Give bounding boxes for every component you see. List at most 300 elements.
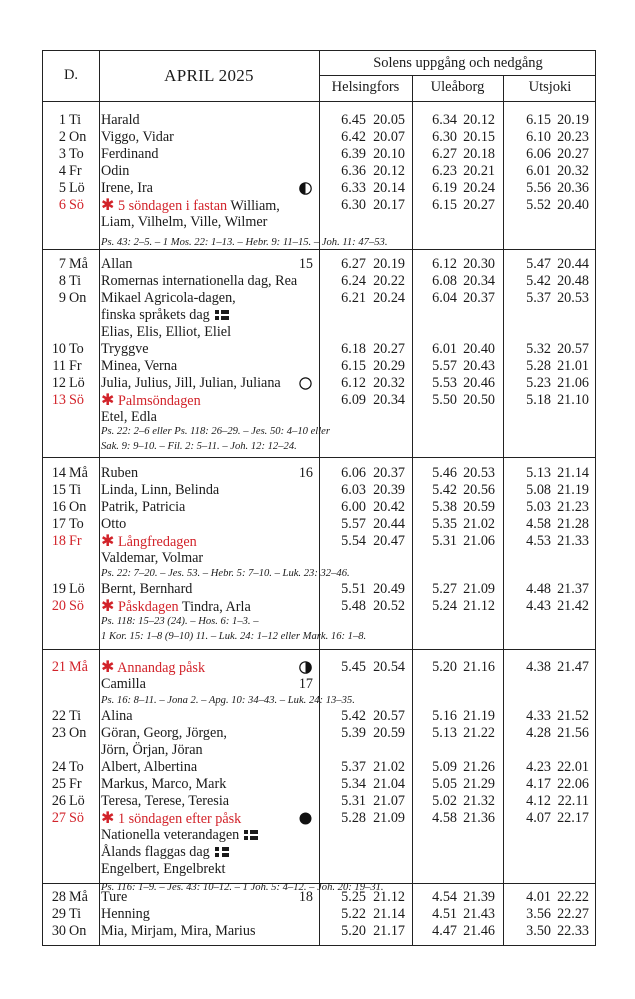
sunset-time: 21.36 — [463, 810, 495, 826]
name-day — [101, 499, 185, 516]
sunrise-time: 4.58 — [432, 810, 457, 826]
calendar-row — [43, 725, 595, 742]
holiday-name: 5 söndagen i fastan — [117, 198, 228, 214]
sunset-time: 21.46 — [463, 923, 495, 939]
sunset-time: 21.22 — [463, 725, 495, 741]
calendar-row — [43, 324, 595, 341]
day-number: 19 — [51, 581, 66, 597]
holiday-name: Påskdagen — [117, 599, 179, 615]
sunset-time: 20.59 — [463, 499, 495, 515]
sunrise-time: 6.10 — [526, 129, 551, 145]
day-number: 21 — [51, 659, 66, 675]
sunrise-time: 4.33 — [526, 708, 551, 724]
calendar-row — [43, 923, 595, 940]
day-number: 15 — [51, 482, 66, 498]
sunset-time: 20.29 — [373, 358, 405, 374]
finnish-flag-icon — [244, 830, 258, 840]
sunset-time: 21.28 — [557, 516, 589, 532]
sunrise-time: 6.27 — [432, 146, 457, 162]
bible-reading: Ps. 118: 15–23 (24). – Hos. 6: 1–3. – — [101, 616, 259, 627]
sunrise-time: 5.34 — [341, 776, 366, 792]
sunrise-time: 6.24 — [341, 273, 366, 289]
name-day — [101, 827, 258, 844]
sunset-time: 20.24 — [373, 290, 405, 306]
sunrise-time: 4.43 — [526, 598, 551, 614]
sunset-time: 20.53 — [463, 465, 495, 481]
sunset-time: 20.42 — [373, 499, 405, 515]
day-number: 28 — [51, 889, 66, 905]
name-text: Jörn, Örjan, Jöran — [101, 742, 203, 758]
sunrise-time: 6.03 — [341, 482, 366, 498]
sunset-time: 21.12 — [373, 889, 405, 905]
holiday-name: 1 söndagen efter påsk — [117, 811, 242, 827]
weekday: Lö — [69, 581, 85, 597]
sunset-time: 20.46 — [463, 375, 495, 391]
first-quarter-moon-icon — [299, 661, 312, 674]
name-day — [101, 482, 219, 499]
calendar-row — [43, 214, 595, 231]
sunset-time: 21.02 — [373, 759, 405, 775]
day-number: 2 — [58, 129, 66, 145]
sunset-time: 21.07 — [373, 793, 405, 809]
sunset-time: 21.29 — [463, 776, 495, 792]
weekday: Ti — [69, 708, 82, 724]
calendar-row — [43, 163, 595, 180]
name-day — [101, 146, 159, 163]
sunset-time: 20.37 — [373, 465, 405, 481]
sunrise-time: 4.28 — [526, 725, 551, 741]
sunset-time: 20.05 — [373, 112, 405, 128]
sunset-time: 20.37 — [463, 290, 495, 306]
day-number: 5 — [58, 180, 66, 196]
sunrise-time: 4.12 — [526, 793, 551, 809]
calendar-row — [43, 112, 595, 129]
sunset-time: 21.09 — [463, 581, 495, 597]
sunset-time: 21.33 — [557, 533, 589, 549]
sunset-time: 21.17 — [373, 923, 405, 939]
name-text: Camilla — [101, 676, 146, 692]
sunrise-time: 5.13 — [432, 725, 457, 741]
sunrise-time: 6.12 — [341, 375, 366, 391]
weekday: Sö — [69, 392, 84, 408]
sunrise-time: 5.27 — [432, 581, 457, 597]
sunset-time: 21.32 — [463, 793, 495, 809]
weekday: Lö — [69, 180, 85, 196]
name-day — [101, 861, 226, 878]
name-text: Mikael Agricola-dagen, — [101, 290, 236, 306]
sunrise-time: 5.38 — [432, 499, 457, 515]
sunset-time: 20.48 — [557, 273, 589, 289]
sunrise-time: 5.53 — [432, 375, 457, 391]
sunset-time: 20.36 — [557, 180, 589, 196]
sunset-time: 21.10 — [557, 392, 589, 408]
sunrise-time: 6.06 — [341, 465, 366, 481]
name-day — [101, 375, 281, 392]
city-uleaborg: Uleåborg — [430, 79, 485, 95]
aland-flag-icon — [215, 847, 229, 857]
day-number: 20 — [51, 598, 66, 614]
name-text: Otto — [101, 516, 127, 532]
sunrise-time: 5.28 — [341, 810, 366, 826]
day-number: 10 — [51, 341, 66, 357]
holiday-star-icon: ✱ — [101, 392, 115, 409]
header-divider — [319, 75, 595, 76]
sunset-time: 21.42 — [557, 598, 589, 614]
full-moon-icon — [299, 377, 312, 390]
sunrise-time: 6.15 — [526, 112, 551, 128]
name-day — [101, 776, 226, 793]
name-day — [101, 392, 201, 410]
holiday-star-icon: ✱ — [101, 533, 115, 550]
sunrise-time: 5.57 — [432, 358, 457, 374]
name-day — [101, 533, 197, 551]
sunrise-time: 5.35 — [432, 516, 457, 532]
weekday: Lö — [69, 375, 85, 391]
sunset-time: 21.14 — [373, 906, 405, 922]
sunset-time: 20.14 — [373, 180, 405, 196]
sunset-time: 21.12 — [463, 598, 495, 614]
sunrise-time: 6.00 — [341, 499, 366, 515]
sunset-time: 20.34 — [463, 273, 495, 289]
sunrise-time: 4.47 — [432, 923, 457, 939]
holiday-star-icon: ✱ — [101, 659, 115, 676]
week-number: 15 — [298, 256, 313, 272]
name-text: Ture — [101, 889, 128, 905]
name-text: Linda, Linn, Belinda — [101, 482, 220, 498]
name-text: William, — [227, 198, 280, 214]
sunset-time: 21.43 — [463, 906, 495, 922]
day-number: 11 — [52, 358, 66, 374]
name-day — [101, 358, 177, 375]
day-number: 25 — [51, 776, 66, 792]
sunset-time: 21.04 — [373, 776, 405, 792]
weekday: To — [69, 146, 84, 162]
calendar-row — [43, 708, 595, 725]
name-day — [101, 516, 126, 533]
calendar-row — [43, 810, 595, 827]
name-day — [101, 465, 138, 482]
weekday: Ti — [69, 273, 82, 289]
calendar-row — [43, 776, 595, 793]
sunrise-time: 6.33 — [341, 180, 366, 196]
weekday: Fr — [69, 533, 82, 549]
bible-reading: 1 Kor. 15: 1–8 (9–10) 11. – Luk. 24: 1–12 eller Mark. 16: 1–8. — [101, 631, 367, 642]
sunrise-time: 6.34 — [432, 112, 457, 128]
week-number: 17 — [298, 676, 313, 692]
sunrise-time: 6.01 — [526, 163, 551, 179]
sunset-time: 21.06 — [557, 375, 589, 391]
bible-reading: Ps. 116: 1–9. – Jes. 43: 10–12. – 1 Joh. 5: 4–12. – Joh. 20: 19–31. — [101, 882, 384, 893]
name-day — [101, 324, 231, 341]
sunrise-time: 5.52 — [526, 197, 551, 213]
sunrise-time: 6.06 — [526, 146, 551, 162]
day-number: 27 — [51, 810, 66, 826]
calendar-row — [43, 392, 595, 409]
sunrise-time: 6.08 — [432, 273, 457, 289]
name-text: Harald — [101, 112, 140, 128]
sunset-time: 20.57 — [557, 341, 589, 357]
name-day — [101, 659, 205, 677]
name-text: Liam, Vilhelm, Ville, Wilmer — [101, 214, 268, 230]
sunset-time: 20.57 — [373, 708, 405, 724]
weekday: On — [69, 290, 87, 306]
holiday-star-icon: ✱ — [101, 197, 115, 214]
sunset-time: 21.19 — [557, 482, 589, 498]
name-day — [101, 273, 297, 290]
name-day — [101, 725, 227, 742]
sunset-time: 20.07 — [373, 129, 405, 145]
sunrise-time: 5.28 — [526, 358, 551, 374]
weekday: On — [69, 923, 87, 939]
calendar-table — [42, 50, 596, 946]
weekday: To — [69, 516, 84, 532]
name-day — [101, 810, 241, 828]
name-text: Minea, Verna — [101, 358, 178, 374]
sunrise-time: 6.27 — [341, 256, 366, 272]
sunset-time: 20.50 — [463, 392, 495, 408]
sunset-time: 20.40 — [463, 341, 495, 357]
name-text: Alina — [101, 708, 133, 724]
name-text: Allan — [101, 256, 133, 272]
day-column-header: D. — [63, 67, 79, 83]
week-number: 16 — [298, 465, 313, 481]
holiday-name: Långfredagen — [117, 534, 197, 550]
calendar-row — [43, 533, 595, 550]
name-day — [101, 581, 192, 598]
weekday: Må — [69, 889, 88, 905]
calendar-row — [43, 197, 595, 214]
sunrise-time: 4.01 — [526, 889, 551, 905]
sunset-time: 21.01 — [557, 358, 589, 374]
sunrise-time: 5.09 — [432, 759, 457, 775]
name-day — [101, 290, 236, 307]
day-number: 1 — [58, 112, 66, 128]
sunset-time: 20.44 — [373, 516, 405, 532]
sunrise-time: 5.02 — [432, 793, 457, 809]
calendar-row — [43, 180, 595, 197]
sunset-time: 20.27 — [557, 146, 589, 162]
sunset-time: 20.10 — [373, 146, 405, 162]
calendar-row — [43, 341, 595, 358]
sunrise-time: 4.38 — [526, 659, 551, 675]
name-text: Tindra, Arla — [178, 599, 251, 615]
sunset-time: 21.16 — [463, 659, 495, 675]
name-day — [101, 759, 197, 776]
calendar-row — [43, 659, 595, 676]
name-text: finska språkets dag — [101, 307, 210, 323]
name-day — [101, 256, 133, 273]
sunset-time: 22.22 — [557, 889, 589, 905]
sunrise-time: 5.46 — [432, 465, 457, 481]
bible-reading: Ps. 43: 2–5. – 1 Mos. 22: 1–13. – Hebr. 9: 11–15. – Joh. 11: 47–53. — [101, 237, 388, 248]
sunrise-time: 5.51 — [341, 581, 366, 597]
sunrise-time: 5.16 — [432, 708, 457, 724]
sunset-time: 20.56 — [463, 482, 495, 498]
sunrise-time: 5.25 — [341, 889, 366, 905]
name-text: Teresa, Terese, Teresia — [101, 793, 230, 809]
name-day — [101, 112, 140, 129]
sunrise-time: 6.23 — [432, 163, 457, 179]
day-number: 23 — [51, 725, 66, 741]
city-helsingfors: Helsingfors — [331, 79, 400, 95]
sunset-time: 20.17 — [373, 197, 405, 213]
sunset-time: 20.59 — [373, 725, 405, 741]
day-number: 6 — [58, 197, 66, 213]
name-text: Göran, Georg, Jörgen, — [101, 725, 227, 741]
week-number: 18 — [298, 889, 313, 905]
sunrise-time: 5.42 — [526, 273, 551, 289]
new-moon-icon — [299, 812, 312, 825]
sunset-time: 21.37 — [557, 581, 589, 597]
sunrise-time: 5.42 — [432, 482, 457, 498]
weekday: Må — [69, 465, 88, 481]
sunrise-time: 5.56 — [526, 180, 551, 196]
sunset-time: 22.01 — [557, 759, 589, 775]
sunset-time: 22.17 — [557, 810, 589, 826]
sunset-time: 20.23 — [557, 129, 589, 145]
sunrise-time: 5.08 — [526, 482, 551, 498]
calendar-row — [43, 676, 595, 693]
calendar-row — [43, 129, 595, 146]
name-day — [101, 742, 203, 759]
calendar-row — [43, 358, 595, 375]
name-day — [101, 793, 229, 810]
weekday: Må — [69, 659, 88, 675]
weekday: Ti — [69, 112, 82, 128]
name-day — [101, 163, 129, 180]
sunset-time: 22.11 — [557, 793, 589, 809]
weekday: To — [69, 759, 84, 775]
sunrise-time: 5.05 — [432, 776, 457, 792]
name-text: Mia, Mirjam, Mira, Marius — [101, 923, 256, 939]
calendar-row — [43, 307, 595, 324]
day-number: 24 — [51, 759, 66, 775]
sunset-time: 21.09 — [373, 810, 405, 826]
name-text: Engelbert, Engelbrekt — [101, 861, 226, 877]
sunset-time: 20.53 — [557, 290, 589, 306]
day-number: 18 — [51, 533, 66, 549]
sunset-time: 21.02 — [463, 516, 495, 532]
sunrise-time: 6.30 — [432, 129, 457, 145]
sunrise-time: 5.48 — [341, 598, 366, 614]
weekday: Sö — [69, 197, 84, 213]
sunset-time: 21.39 — [463, 889, 495, 905]
weekday: On — [69, 129, 87, 145]
sunset-time: 21.19 — [463, 708, 495, 724]
sunset-time: 20.12 — [373, 163, 405, 179]
name-day — [101, 341, 149, 358]
calendar-row — [43, 550, 595, 567]
sunset-time: 20.12 — [463, 112, 495, 128]
sunset-time: 20.27 — [373, 341, 405, 357]
bible-reading: Ps. 22: 2–6 eller Ps. 118: 26–29. – Jes. 50: 4–10 eller — [101, 426, 331, 437]
sunrise-time: 4.58 — [526, 516, 551, 532]
calendar-row — [43, 598, 595, 615]
sunset-time: 22.27 — [557, 906, 589, 922]
sunrise-time: 6.12 — [432, 256, 457, 272]
calendar-row — [43, 465, 595, 482]
name-text: Tryggve — [101, 341, 149, 357]
name-text: Irene, Ira — [101, 180, 153, 196]
name-text: Odin — [101, 163, 130, 179]
sunrise-time: 5.42 — [341, 708, 366, 724]
name-text: Markus, Marco, Mark — [101, 776, 227, 792]
sunrise-time: 4.48 — [526, 581, 551, 597]
day-number: 13 — [51, 392, 66, 408]
name-day — [101, 197, 280, 215]
sunset-time: 20.34 — [373, 392, 405, 408]
calendar-row — [43, 827, 595, 844]
calendar-row — [43, 906, 595, 923]
sunrise-time: 5.37 — [526, 290, 551, 306]
sunset-time: 21.14 — [557, 465, 589, 481]
day-number: 12 — [51, 375, 66, 391]
weekday: Fr — [69, 163, 82, 179]
name-day — [101, 180, 153, 197]
weekday: Lö — [69, 793, 85, 809]
sunset-time: 20.39 — [373, 482, 405, 498]
name-text: Henning — [101, 906, 150, 922]
calendar-row — [43, 793, 595, 810]
holiday-star-icon: ✱ — [101, 598, 115, 615]
row-group-divider — [43, 101, 595, 102]
sunset-time: 22.06 — [557, 776, 589, 792]
sunrise-time: 5.31 — [341, 793, 366, 809]
sunset-time: 20.40 — [557, 197, 589, 213]
sunrise-time: 5.37 — [341, 759, 366, 775]
sunrise-time: 4.53 — [526, 533, 551, 549]
sunset-time: 21.23 — [557, 499, 589, 515]
weekday: Sö — [69, 810, 84, 826]
name-text: Bernt, Bernhard — [101, 581, 193, 597]
day-number: 26 — [51, 793, 66, 809]
name-text: Etel, Edla — [101, 409, 157, 425]
sunrise-time: 6.19 — [432, 180, 457, 196]
sunset-time: 20.32 — [373, 375, 405, 391]
sunrise-time: 3.50 — [526, 923, 551, 939]
weekday: Ti — [69, 906, 82, 922]
sunset-time: 20.22 — [373, 273, 405, 289]
sunrise-time: 5.50 — [432, 392, 457, 408]
weekday: Fr — [69, 776, 82, 792]
sunset-time: 20.27 — [463, 197, 495, 213]
sunrise-time: 6.01 — [432, 341, 457, 357]
sunrise-time: 4.07 — [526, 810, 551, 826]
name-text: Ferdinand — [101, 146, 159, 162]
sunset-time: 21.26 — [463, 759, 495, 775]
calendar-row — [43, 516, 595, 533]
sunrise-time: 4.51 — [432, 906, 457, 922]
sunrise-time: 4.17 — [526, 776, 551, 792]
sunrise-time: 5.57 — [341, 516, 366, 532]
sunset-time: 20.18 — [463, 146, 495, 162]
sunrise-time: 6.04 — [432, 290, 457, 306]
sunset-time: 20.24 — [463, 180, 495, 196]
day-number: 29 — [51, 906, 66, 922]
page-title: APRIL 2025 — [164, 66, 254, 85]
name-text: Patrik, Patricia — [101, 499, 186, 515]
sunrise-time: 5.03 — [526, 499, 551, 515]
calendar-row — [43, 256, 595, 273]
sun-header: Solens uppgång och nedgång — [373, 55, 543, 71]
sunrise-time: 6.30 — [341, 197, 366, 213]
name-day — [101, 906, 150, 923]
name-text: Ruben — [101, 465, 139, 481]
calendar-row — [43, 861, 595, 878]
sunset-time: 20.44 — [557, 256, 589, 272]
row-group-divider — [43, 457, 595, 458]
day-number: 16 — [51, 499, 66, 515]
